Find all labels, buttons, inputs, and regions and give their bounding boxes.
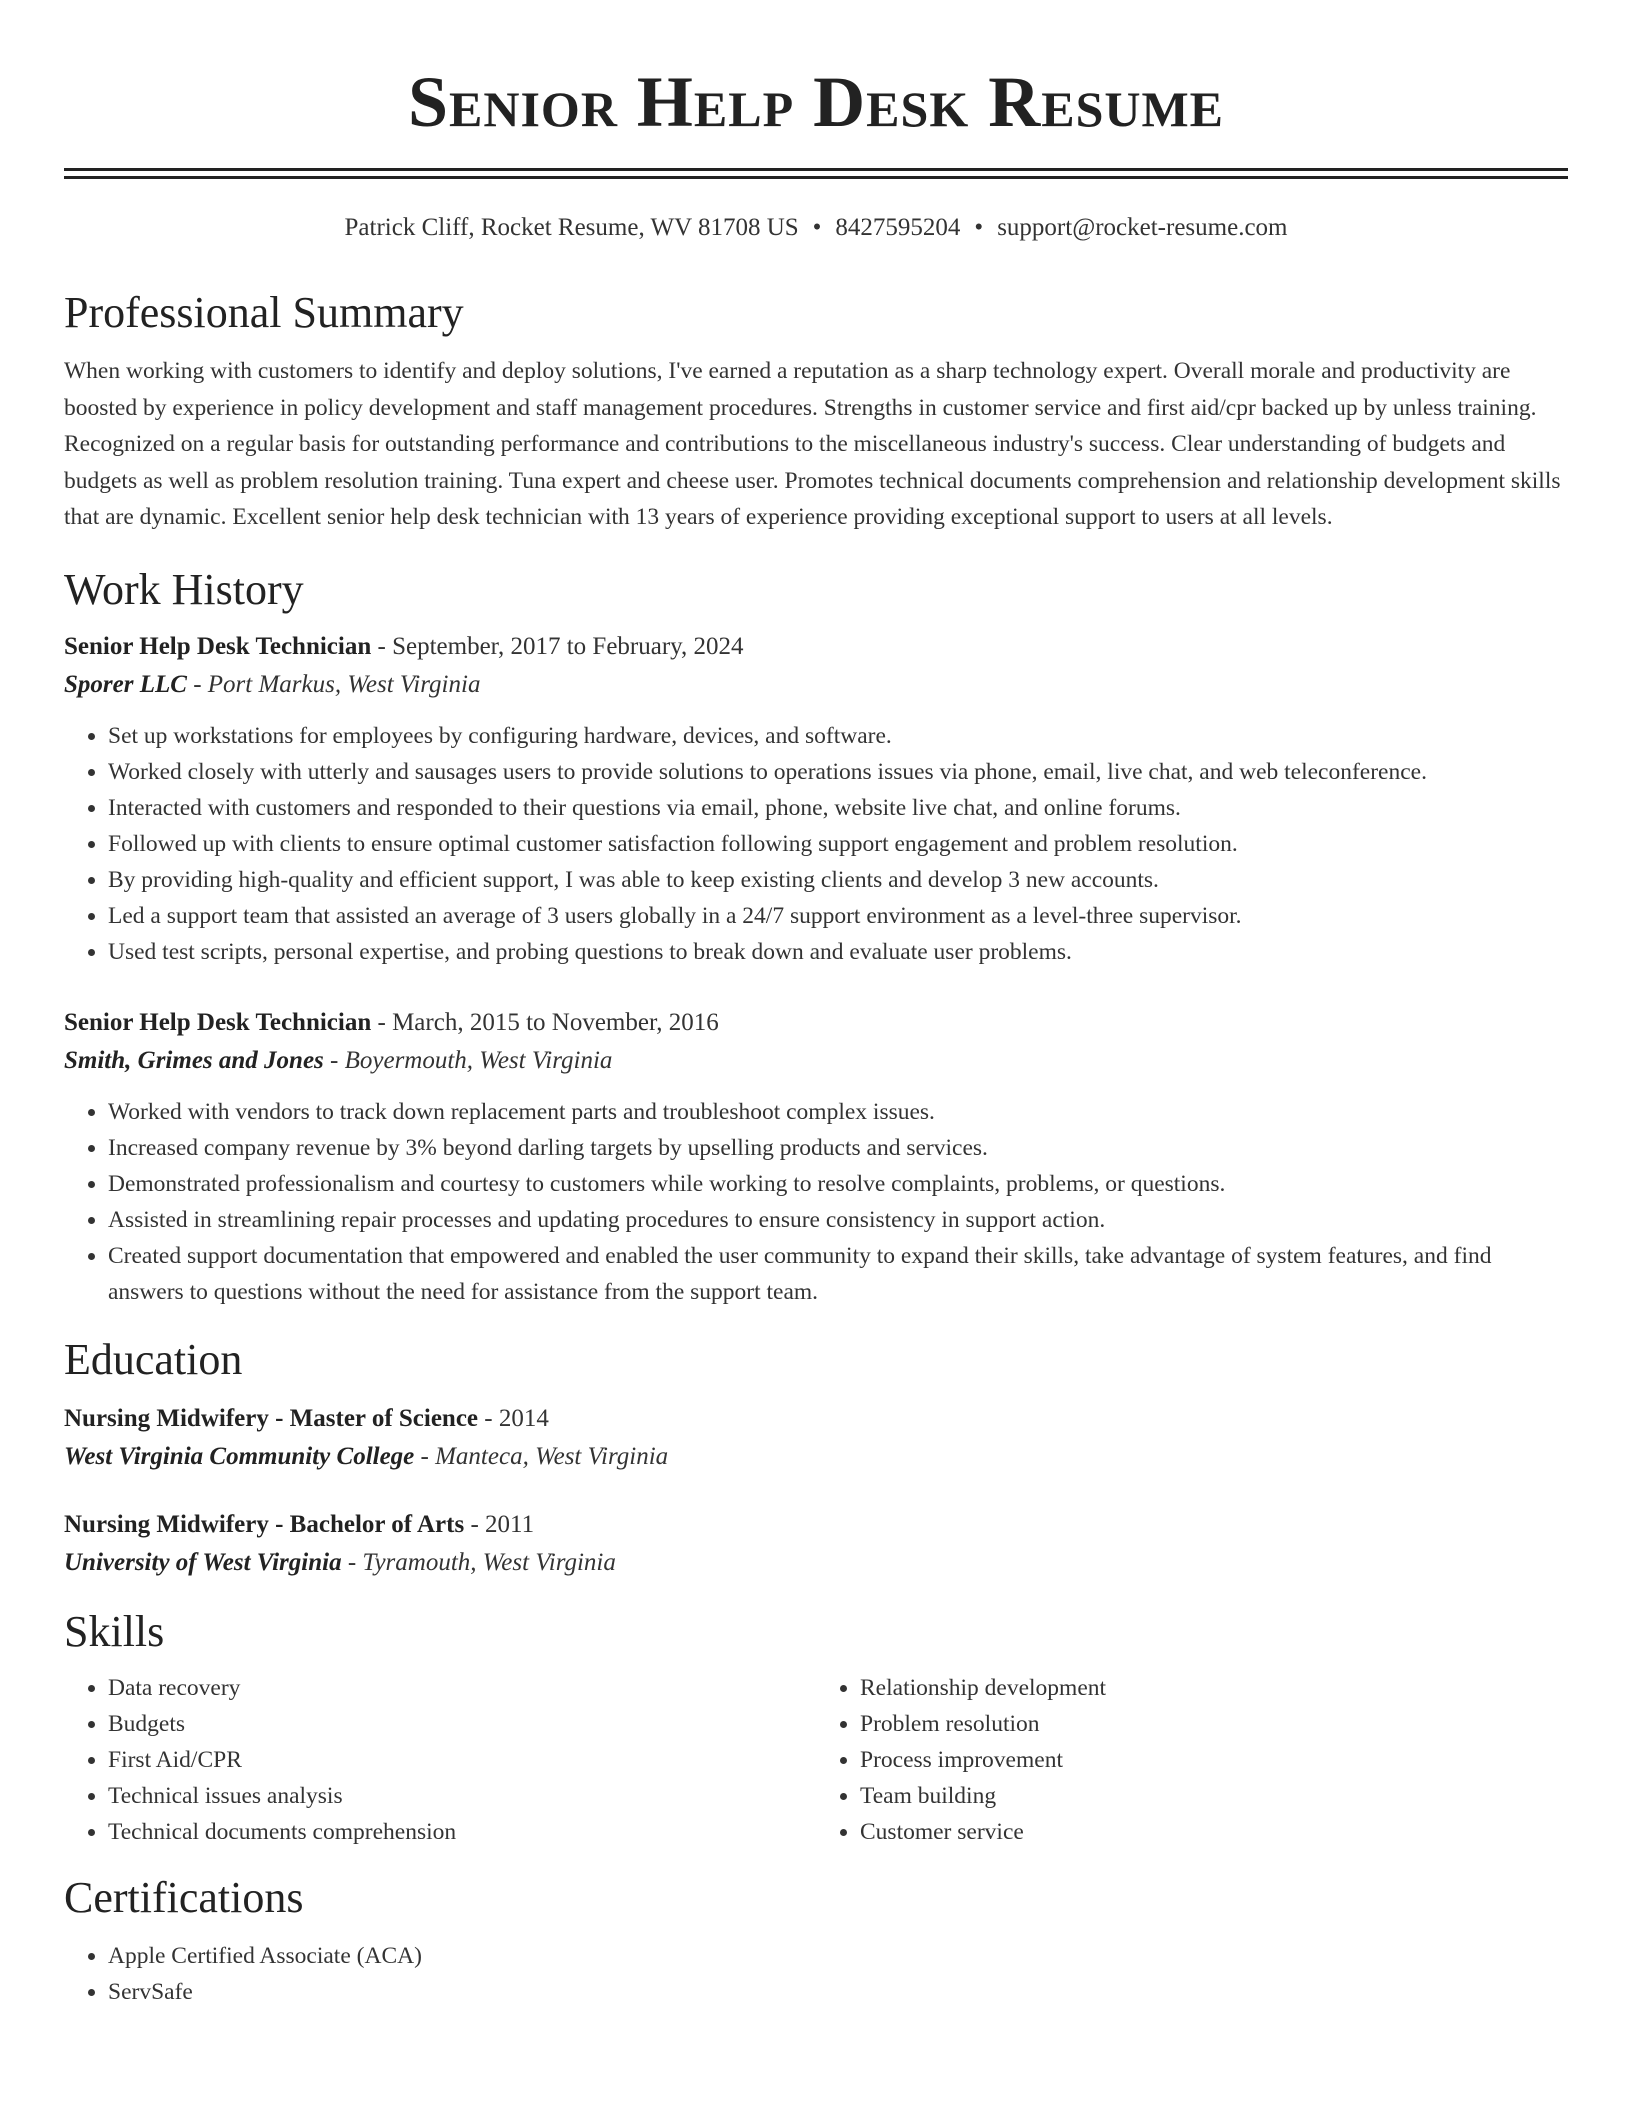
skill-item: • Relationship development	[860, 1670, 1568, 1706]
skills-heading: Skills	[64, 1606, 165, 1656]
company-name: Sporer LLC	[64, 670, 187, 698]
company-name: Smith, Grimes and Jones	[64, 1046, 324, 1074]
company-location: - Port Markus, West Virginia	[186, 670, 481, 698]
skill-item: • Team building	[860, 1778, 1568, 1814]
work-history-heading: Work History	[64, 564, 304, 614]
education-entry	[64, 1400, 1568, 1476]
job-entry	[64, 628, 1568, 970]
job-bullet: • Assisted in streamlining repair processes and updating procedures to ensure consistency in support action.	[108, 1202, 1568, 1238]
skills-list-left	[64, 1670, 816, 1850]
job-title-line	[64, 1004, 1568, 1042]
job-dates: - March, 2015 to November, 2016	[371, 1008, 719, 1036]
job-bullet: • Worked closely with utterly and sausages users to provide solutions to operations issues via phone, email, live chat, and web teleconference.	[108, 754, 1568, 790]
contact-separator: •	[974, 214, 984, 241]
degree-line	[64, 1506, 1568, 1544]
job-bullet: • Set up workstations for employees by configuring hardware, devices, and software.	[108, 718, 1568, 754]
title-divider-bottom	[64, 176, 1568, 179]
skill-item: • Budgets	[108, 1706, 816, 1742]
contact-address: Patrick Cliff, Rocket Resume, WV 81708 US	[344, 214, 799, 241]
skill-item: • Technical issues analysis	[108, 1778, 816, 1814]
degree: Nursing Midwifery - Master of Science	[64, 1404, 479, 1432]
job-dates: - September, 2017 to February, 2024	[371, 632, 744, 660]
degree-year: - 2014	[478, 1404, 549, 1432]
job-bullet: • Used test scripts, personal expertise, and probing questions to break down and evaluate user problems.	[108, 934, 1568, 970]
contact-phone: 8427595204	[835, 214, 961, 241]
job-bullet: • Interacted with customers and responded to their questions via email, phone, website live chat, and online forums.	[108, 790, 1568, 826]
job-entry	[64, 1004, 1568, 1310]
job-bullet: • Led a support team that assisted an average of 3 users globally in a 24/7 support environment as a level-three supervisor.	[108, 898, 1568, 934]
school-location: - Tyramouth, West Virginia	[341, 1548, 616, 1576]
skill-item: • Process improvement	[860, 1742, 1568, 1778]
skill-item: • Problem resolution	[860, 1706, 1568, 1742]
company-location: - Boyermouth, West Virginia	[323, 1046, 613, 1074]
job-title: Senior Help Desk Technician	[64, 632, 372, 660]
job-bullet: • Created support documentation that empowered and enabled the user community to expand their skills, take advantage of system features, and find answers to questions without the need for assistance from the support team.	[108, 1238, 1568, 1310]
degree-line	[64, 1400, 1568, 1438]
school-line	[64, 1544, 1568, 1582]
certification-item: • Apple Certified Associate (ACA)	[108, 1938, 1568, 1974]
job-bullet: • Worked with vendors to track down replacement parts and troubleshoot complex issues.	[108, 1094, 1568, 1130]
contact-separator: •	[812, 214, 822, 241]
skills-grid	[64, 1670, 1568, 1850]
summary-text: When working with customers to identify and deploy solutions, I've earned a reputation as a sharp technology expert. Overall morale and productivity are boosted by experience in policy development and staff management procedures. Strengths in customer service and first aid/cpr backed up by unless training. Recognized on a regular basis for outstanding performance and contributions to the miscellaneous industry's success. Clear understanding of budgets and budgets as well as problem resolution training. Tuna expert and cheese user. Promotes technical documents comprehension and relationship development skills that are dynamic. Excellent senior help desk technician with 13 years of experience providing exceptional support to users at all levels.	[64, 358, 1561, 530]
skill-item: • Customer service	[860, 1814, 1568, 1850]
job-title: Senior Help Desk Technician	[64, 1008, 372, 1036]
skill-item: • First Aid/CPR	[108, 1742, 816, 1778]
skills-list-right	[816, 1670, 1568, 1850]
contact-info	[64, 213, 1568, 243]
summary-heading: Professional Summary	[64, 288, 464, 337]
job-bullets	[64, 718, 1568, 970]
certifications-list	[64, 1938, 1568, 2010]
school-name: West Virginia Community College	[64, 1442, 415, 1470]
job-bullet: • Followed up with clients to ensure optimal customer satisfaction following support engagement and problem resolution.	[108, 826, 1568, 862]
skill-item: • Technical documents comprehension	[108, 1814, 816, 1850]
degree-year: - 2011	[464, 1510, 535, 1538]
job-bullet: • Demonstrated professionalism and courtesy to customers while working to resolve complaints, problems, or questions.	[108, 1166, 1568, 1202]
title-divider-top	[64, 168, 1568, 171]
job-bullet: • Increased company revenue by 3% beyond darling targets by upselling products and services.	[108, 1130, 1568, 1166]
education-entry	[64, 1506, 1568, 1582]
certification-item: • ServSafe	[108, 1974, 1568, 2010]
degree: Nursing Midwifery - Bachelor of Arts	[64, 1510, 465, 1538]
skill-item: • Data recovery	[108, 1670, 816, 1706]
certifications-heading: Certifications	[64, 1872, 304, 1922]
school-line	[64, 1438, 1568, 1476]
company-line	[64, 1042, 1568, 1080]
school-location: - Manteca, West Virginia	[414, 1442, 669, 1470]
contact-email: support@rocket-resume.com	[997, 214, 1288, 241]
education-heading: Education	[64, 1334, 243, 1384]
job-bullet: • By providing high-quality and efficient support, I was able to keep existing clients and develop 3 new accounts.	[108, 862, 1568, 898]
company-line	[64, 666, 1568, 704]
job-title-line	[64, 628, 1568, 666]
page-title: Senior Help Desk Resume	[407, 62, 1225, 142]
job-bullets	[64, 1094, 1568, 1310]
school-name: University of West Virginia	[64, 1548, 342, 1576]
